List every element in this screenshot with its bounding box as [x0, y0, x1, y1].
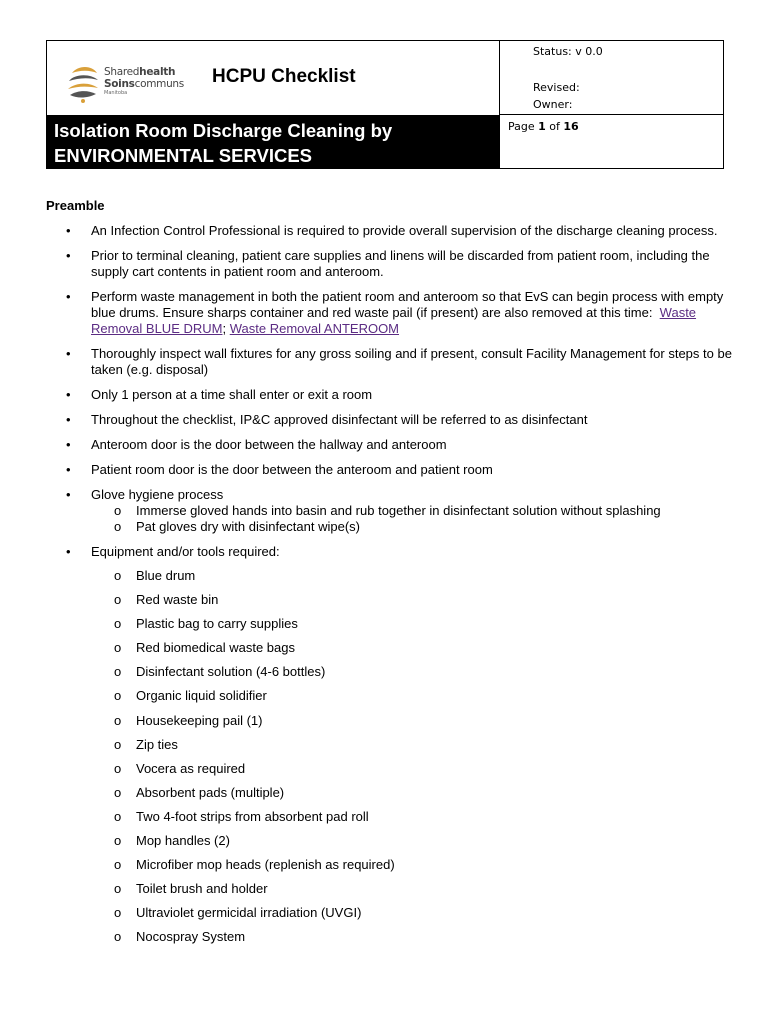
list-item-text: Throughout the checklist, IP&C approved disinfectant will be referred to as disinfectant [91, 412, 588, 427]
sub-bullet-icon: o [114, 857, 122, 873]
sub-bullet-icon: o [114, 712, 122, 728]
sub-bullet-icon: o [114, 568, 122, 583]
sub-bullet-icon: o [114, 760, 122, 776]
sub-bullet-icon: o [114, 640, 122, 656]
equipment-text: Housekeeping pail (1) [136, 712, 263, 728]
list-item [46, 487, 736, 535]
equipment-text: Vocera as required [136, 760, 246, 776]
sub-bullet-icon: o [114, 503, 122, 518]
equipment-item [91, 929, 736, 953]
bullet-icon: • [66, 487, 71, 502]
sub-bullet-icon: o [114, 833, 122, 849]
logo-soins: Soins [104, 78, 135, 90]
waste-removal-blue-drum-link[interactable]: Waste Removal BLUE DRUM [91, 305, 697, 336]
sub-bullet-icon: o [114, 736, 122, 752]
equipment-text: Two 4-foot strips from absorbent pad roll [136, 808, 369, 824]
logo-mark-icon [66, 63, 100, 103]
sub-item-text: Immerse gloved hands into basin and rub together in disinfectant solution without splashing [136, 503, 661, 518]
bullet-icon: • [66, 437, 71, 452]
equipment-text: Plastic bag to carry supplies [136, 616, 298, 632]
equipment-item [91, 761, 736, 785]
page-prefix: Page [508, 120, 535, 133]
list-item [46, 462, 736, 478]
title-banner [47, 115, 499, 169]
bullet-icon: • [66, 387, 71, 402]
sub-bullet-icon: o [114, 905, 122, 921]
document-body [46, 198, 736, 963]
preamble-heading: Preamble [46, 198, 105, 213]
equipment-text: Mop handles (2) [136, 833, 230, 849]
glove-steps-list [91, 503, 736, 535]
list-item-text: Equipment and/or tools required: [91, 544, 280, 559]
equipment-text: Red biomedical waste bags [136, 640, 295, 656]
equipment-item [91, 688, 736, 712]
banner-line-1: Isolation Room Discharge Cleaning by [54, 120, 393, 141]
list-item [46, 412, 736, 428]
logo-manitoba: Manitoba [104, 90, 128, 96]
equipment-text: Microfiber mop heads (replenish as required) [136, 857, 395, 873]
list-item-text: Glove hygiene process [91, 487, 224, 502]
bullet-icon: • [66, 544, 71, 559]
page-current: 1 [538, 120, 546, 133]
page-total: 16 [563, 120, 579, 133]
equipment-item [91, 857, 736, 881]
status-text: Status: v 0.0 [533, 45, 603, 58]
sub-bullet-icon: o [114, 808, 122, 824]
equipment-text: Absorbent pads (multiple) [136, 784, 285, 800]
sub-list-item [91, 519, 736, 535]
equipment-item [91, 905, 736, 929]
list-item-text: Patient room door is the door between the anteroom and patient room [91, 462, 493, 477]
equipment-item [91, 616, 736, 640]
equipment-text: Organic liquid solidifier [136, 688, 267, 704]
sub-bullet-icon: o [114, 592, 122, 608]
equipment-text: Red waste bin [136, 592, 219, 608]
sub-bullet-icon: o [114, 929, 122, 945]
sub-bullet-icon: o [114, 688, 122, 704]
waste-removal-anteroom-link[interactable]: Waste Removal ANTEROOM [229, 321, 400, 336]
bullet-icon: • [66, 289, 71, 304]
sub-bullet-icon: o [114, 664, 122, 680]
banner-line-2: ENVIRONMENTAL SERVICES [54, 145, 313, 166]
equipment-item [91, 785, 736, 809]
list-item-text: Prior to terminal cleaning, patient care supplies and linens will be discarded from patient room, including the supply cart contents in patient room and anteroom. [91, 248, 710, 279]
bullet-icon: • [66, 346, 71, 361]
page-number [500, 115, 724, 133]
list-item [46, 346, 736, 378]
sub-bullet-icon: o [114, 519, 122, 534]
sub-bullet-icon: o [114, 616, 122, 632]
equipment-item [91, 713, 736, 737]
preamble-list [46, 223, 736, 954]
list-item [46, 437, 736, 453]
list-item-text: Perform waste management in both the patient room and anteroom so that EvS can begin process with empty blue drums. Ensure sharps container and red waste pail (if present) are also removed at this time: [91, 289, 724, 320]
list-item [46, 544, 736, 954]
sub-list-item [91, 503, 736, 519]
equipment-item [91, 881, 736, 905]
list-item [46, 387, 736, 403]
list-item-text: Only 1 person at a time shall enter or exit a room [91, 387, 373, 402]
equipment-text: Toilet brush and holder [136, 881, 268, 897]
equipment-text: Nocospray System [136, 929, 246, 945]
logo-shared: Shared [104, 66, 140, 78]
equipment-text: Zip ties [136, 736, 178, 752]
list-item-text: Anteroom door is the door between the hallway and anteroom [91, 437, 447, 452]
logo-text [104, 66, 184, 97]
list-item [46, 289, 736, 337]
sub-bullet-icon: o [114, 784, 122, 800]
list-item [46, 223, 736, 239]
header-title-cell [47, 41, 499, 115]
equipment-item [91, 640, 736, 664]
equipment-text: Disinfectant solution (4-6 bottles) [136, 664, 326, 680]
link-separator: ; [222, 321, 227, 336]
logo-communs: communs [134, 78, 184, 90]
owner-text: Owner: [533, 98, 573, 111]
equipment-list [91, 568, 736, 954]
equipment-item [91, 833, 736, 857]
revised-text: Revised: [533, 80, 580, 94]
equipment-item [91, 737, 736, 761]
equipment-item [91, 568, 736, 592]
equipment-item [91, 809, 736, 833]
bullet-icon: • [66, 248, 71, 263]
page-of: of [549, 120, 560, 133]
header-meta-cell [499, 41, 724, 168]
shared-health-logo [66, 63, 196, 103]
logo-health: health [139, 66, 176, 78]
equipment-item [91, 664, 736, 688]
sub-bullet-icon: o [114, 881, 122, 897]
bullet-icon: • [66, 462, 71, 477]
version-info [500, 41, 724, 115]
document-header [46, 40, 724, 169]
bullet-icon: • [66, 412, 71, 427]
equipment-item [91, 592, 736, 616]
document-title: HCPU Checklist [212, 66, 356, 87]
list-item [46, 248, 736, 280]
list-item-text: Thoroughly inspect wall fixtures for any gross soiling and if present, consult Facility Management for steps to be taken (e.g. disposal) [91, 346, 732, 377]
list-item-text: An Infection Control Professional is required to provide overall supervision of the discharge cleaning process. [91, 223, 718, 238]
bullet-icon: • [66, 223, 71, 238]
sub-item-text: Pat gloves dry with disinfectant wipe(s) [136, 519, 360, 534]
equipment-text: Blue drum [136, 568, 196, 583]
equipment-text: Ultraviolet germicidal irradiation (UVGI) [136, 905, 362, 921]
